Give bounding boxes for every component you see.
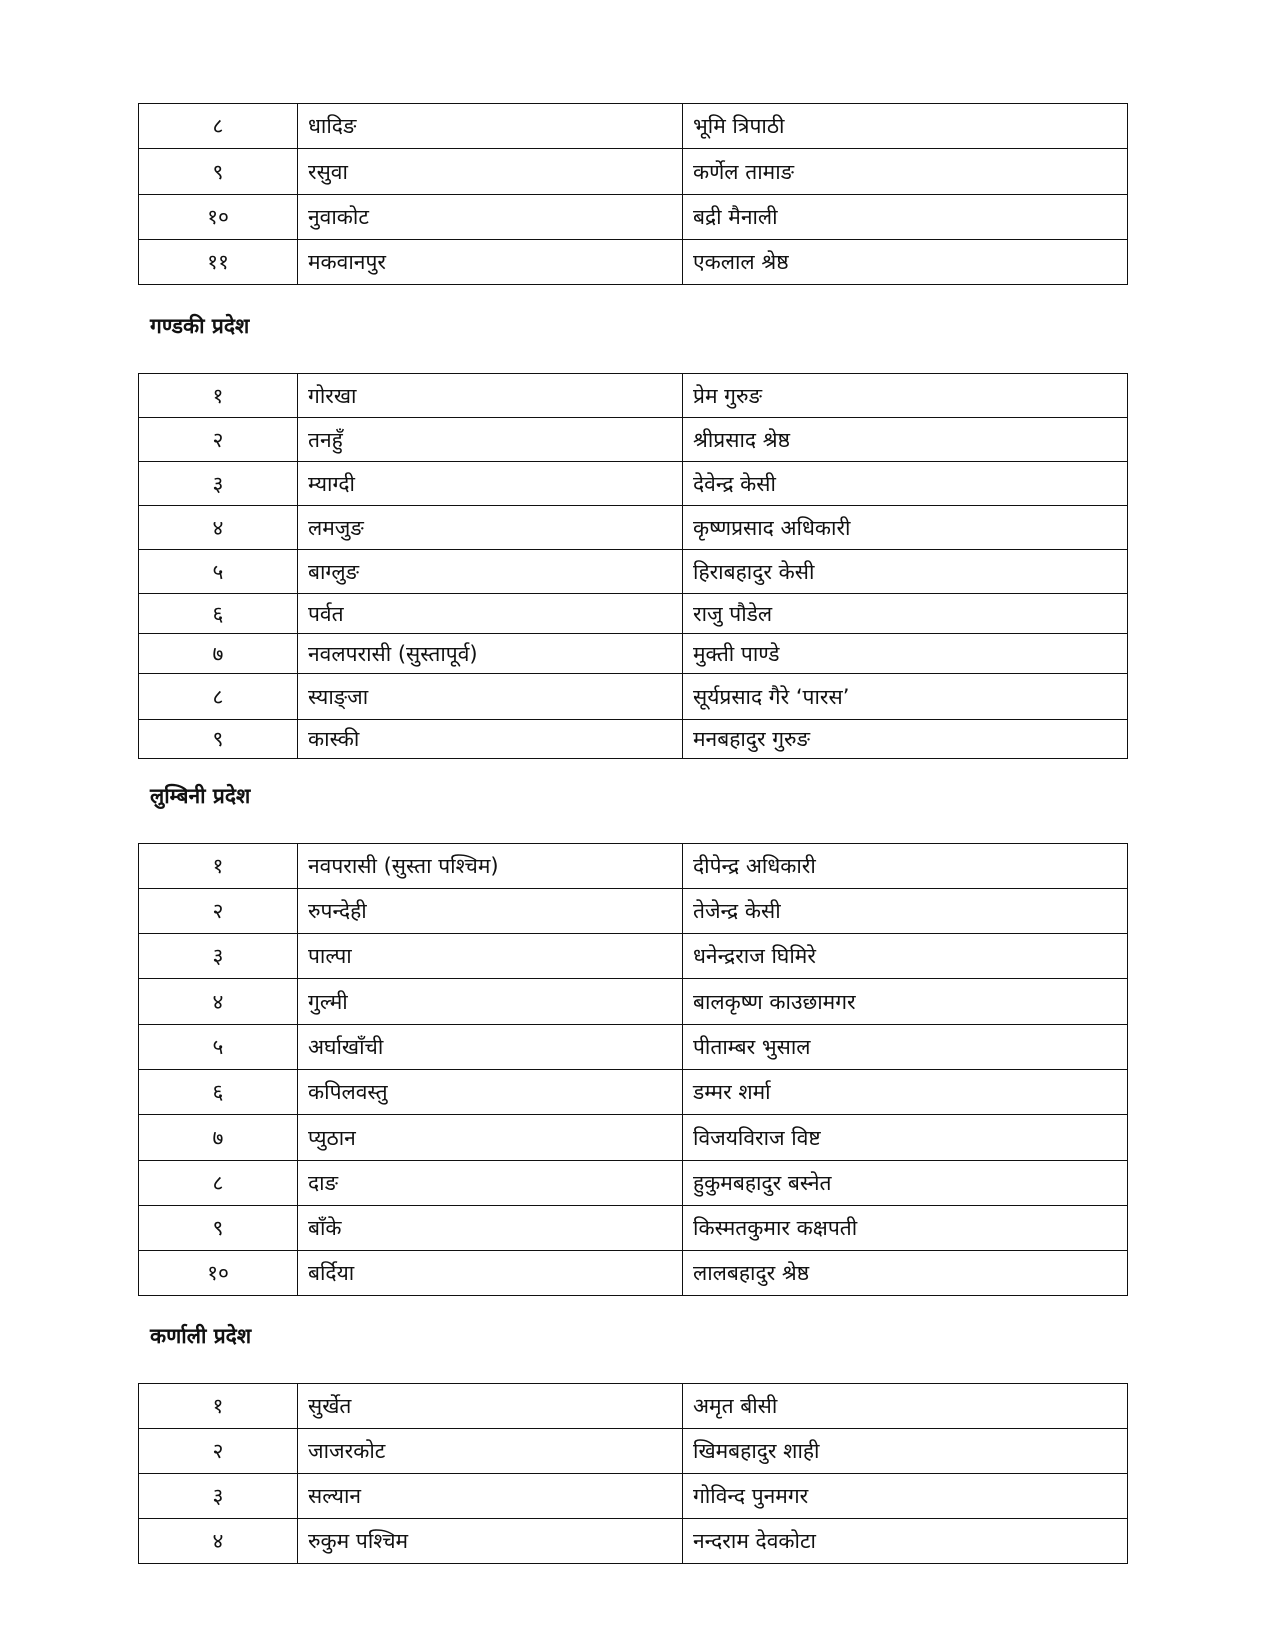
table-row xyxy=(139,594,1128,634)
district-cell: रुकुम पश्चिम xyxy=(298,1519,683,1564)
row-number: ९ xyxy=(139,149,298,195)
person-name-cell: हुकुमबहादुर बस्नेत xyxy=(683,1161,1128,1206)
table-row xyxy=(139,720,1128,759)
person-name-cell: सूर्यप्रसाद गैरे ‘पारस’ xyxy=(683,674,1128,720)
table-row xyxy=(139,550,1128,594)
person-name-cell: एकलाल श्रेष्ठ xyxy=(683,240,1128,285)
district-cell: बाँके xyxy=(298,1206,683,1251)
table-row xyxy=(139,149,1128,195)
district-cell: लमजुङ xyxy=(298,506,683,550)
district-cell: सुर्खेत xyxy=(298,1384,683,1429)
district-cell: प्युठान xyxy=(298,1115,683,1161)
table-row xyxy=(139,844,1128,889)
person-name-cell: मुक्ती पाण्डे xyxy=(683,634,1128,674)
row-number: १० xyxy=(139,195,298,240)
person-name-cell: श्रीप्रसाद श्रेष्ठ xyxy=(683,418,1128,462)
district-cell: धादिङ xyxy=(298,104,683,149)
person-name-cell: कर्णेल तामाङ xyxy=(683,149,1128,195)
row-number: ५ xyxy=(139,550,298,594)
district-cell: बर्दिया xyxy=(298,1251,683,1296)
section-heading-lumbini: लुम्बिनी प्रदेश xyxy=(150,784,251,808)
person-name-cell: हिराबहादुर केसी xyxy=(683,550,1128,594)
person-name-cell: पीताम्बर भुसाल xyxy=(683,1025,1128,1070)
table-row xyxy=(139,934,1128,979)
person-name-cell: धनेन्द्रराज घिमिरे xyxy=(683,934,1128,979)
row-number: ३ xyxy=(139,1474,298,1519)
district-cell: गोरखा xyxy=(298,374,683,418)
person-name-cell: दीपेन्द्र अधिकारी xyxy=(683,844,1128,889)
table-row xyxy=(139,1429,1128,1474)
person-name-cell: नन्दराम देवकोटा xyxy=(683,1519,1128,1564)
district-cell: बाग्लुङ xyxy=(298,550,683,594)
table-row xyxy=(139,1251,1128,1296)
district-cell: दाङ xyxy=(298,1161,683,1206)
district-cell: रसुवा xyxy=(298,149,683,195)
district-cell: कास्की xyxy=(298,720,683,759)
person-name-cell: राजु पौडेल xyxy=(683,594,1128,634)
table-gandaki xyxy=(138,373,1128,759)
table-row xyxy=(139,1384,1128,1429)
district-cell: गुल्मी xyxy=(298,979,683,1025)
row-number: ३ xyxy=(139,934,298,979)
person-name-cell: देवेन्द्र केसी xyxy=(683,462,1128,506)
table-row xyxy=(139,634,1128,674)
table-row xyxy=(139,889,1128,934)
table-row xyxy=(139,1115,1128,1161)
row-number: ८ xyxy=(139,674,298,720)
person-name-cell: प्रेम गुरुङ xyxy=(683,374,1128,418)
district-cell: कपिलवस्तु xyxy=(298,1070,683,1115)
person-name-cell: बालकृष्ण काउछामगर xyxy=(683,979,1128,1025)
district-cell: नवपरासी (सुस्ता पश्चिम) xyxy=(298,844,683,889)
row-number: २ xyxy=(139,1429,298,1474)
district-cell: मकवानपुर xyxy=(298,240,683,285)
row-number: १० xyxy=(139,1251,298,1296)
table-row xyxy=(139,1070,1128,1115)
table-row xyxy=(139,1161,1128,1206)
row-number: ११ xyxy=(139,240,298,285)
row-number: १ xyxy=(139,1384,298,1429)
section-heading-gandaki: गण्डकी प्रदेश xyxy=(150,314,250,338)
row-number: ४ xyxy=(139,979,298,1025)
table-row xyxy=(139,374,1128,418)
table-continuation xyxy=(138,103,1128,285)
section-heading-karnali: कर्णाली प्रदेश xyxy=(150,1324,252,1348)
row-number: २ xyxy=(139,889,298,934)
row-number: ८ xyxy=(139,1161,298,1206)
row-number: ३ xyxy=(139,462,298,506)
district-cell: अर्घाखाँची xyxy=(298,1025,683,1070)
row-number: ४ xyxy=(139,506,298,550)
row-number: ६ xyxy=(139,594,298,634)
row-number: ६ xyxy=(139,1070,298,1115)
person-name-cell: मनबहादुर गुरुङ xyxy=(683,720,1128,759)
district-cell: पाल्पा xyxy=(298,934,683,979)
row-number: ५ xyxy=(139,1025,298,1070)
district-cell: नुवाकोट xyxy=(298,195,683,240)
table-row xyxy=(139,195,1128,240)
row-number: १ xyxy=(139,844,298,889)
person-name-cell: किस्मतकुमार कक्षपती xyxy=(683,1206,1128,1251)
row-number: ४ xyxy=(139,1519,298,1564)
person-name-cell: लालबहादुर श्रेष्ठ xyxy=(683,1251,1128,1296)
row-number: २ xyxy=(139,418,298,462)
table-row xyxy=(139,1025,1128,1070)
district-cell: म्याग्दी xyxy=(298,462,683,506)
person-name-cell: अमृत बीसी xyxy=(683,1384,1128,1429)
row-number: १ xyxy=(139,374,298,418)
table-row xyxy=(139,462,1128,506)
person-name-cell: कृष्णप्रसाद अधिकारी xyxy=(683,506,1128,550)
row-number: ७ xyxy=(139,634,298,674)
table-row xyxy=(139,240,1128,285)
table-row xyxy=(139,104,1128,149)
district-cell: रुपन्देही xyxy=(298,889,683,934)
table-row xyxy=(139,418,1128,462)
table-row xyxy=(139,979,1128,1025)
person-name-cell: विजयविराज विष्ट xyxy=(683,1115,1128,1161)
person-name-cell: भूमि त्रिपाठी xyxy=(683,104,1128,149)
district-cell: सल्यान xyxy=(298,1474,683,1519)
person-name-cell: बद्री मैनाली xyxy=(683,195,1128,240)
person-name-cell: तेजेन्द्र केसी xyxy=(683,889,1128,934)
table-row xyxy=(139,506,1128,550)
row-number: ९ xyxy=(139,1206,298,1251)
person-name-cell: डम्मर शर्मा xyxy=(683,1070,1128,1115)
person-name-cell: गोविन्द पुनमगर xyxy=(683,1474,1128,1519)
table-lumbini xyxy=(138,843,1128,1296)
table-row xyxy=(139,1206,1128,1251)
district-cell: पर्वत xyxy=(298,594,683,634)
table-row xyxy=(139,674,1128,720)
district-cell: नवलपरासी (सुस्तापूर्व) xyxy=(298,634,683,674)
row-number: ८ xyxy=(139,104,298,149)
table-row xyxy=(139,1474,1128,1519)
table-row xyxy=(139,1519,1128,1564)
district-cell: स्याङ्जा xyxy=(298,674,683,720)
district-cell: तनहुँ xyxy=(298,418,683,462)
row-number: ७ xyxy=(139,1115,298,1161)
district-cell: जाजरकोट xyxy=(298,1429,683,1474)
row-number: ९ xyxy=(139,720,298,759)
person-name-cell: खिमबहादुर शाही xyxy=(683,1429,1128,1474)
table-karnali xyxy=(138,1383,1128,1564)
